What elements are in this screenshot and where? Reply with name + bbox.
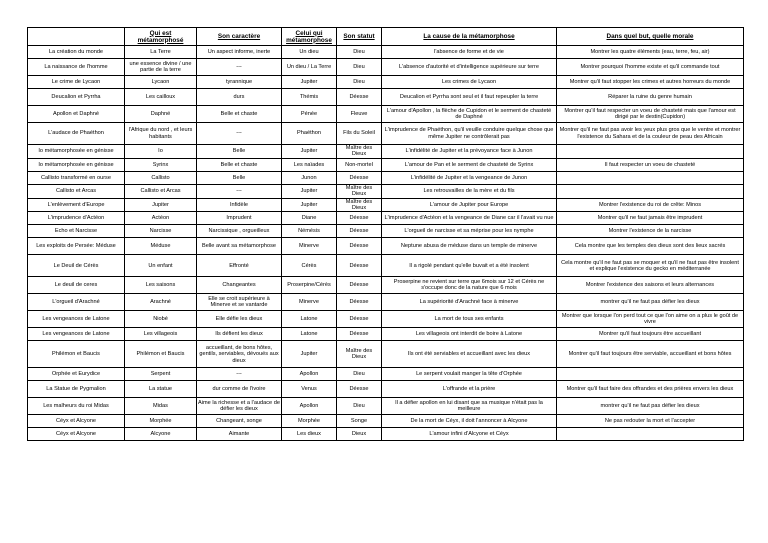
cell-episode: Deucalion et Pyrrha [28,89,125,106]
cell-character: Belle [197,145,282,159]
cell-moral: Montrer les quatre éléments (eau, terre, feu, air) [557,46,744,59]
cell-transformed: Narcisse [125,225,197,238]
cell-moral: Montrer pourquoi l'homme existe et qu'il commande tout [557,59,744,76]
cell-cause: L'infidélité de Jupiter et la vengeance de Junon [382,171,557,184]
cell-character: Infidèle [197,198,282,212]
cell-character: --- [197,184,282,198]
cell-episode: Orphée et Eurydice [28,368,125,381]
table-row [28,238,744,255]
cell-cause: L'imprudence de Phaéthon, qu'il veuille conduire quelque chose que même Jupiter ne contrôlerait pas [382,123,557,145]
cell-transformed: Les cailloux [125,89,197,106]
cell-transformed: La Terre [125,46,197,59]
cell-character: Changeantes [197,277,282,294]
cell-episode: L'audace de Phaéthon [28,123,125,145]
cell-status: Maître des Dieux [337,184,382,198]
header-status: Son statut [337,28,382,46]
cell-cause: Deucalion et Pyrrha sont seul et il faut repeupler la terre [382,89,557,106]
cell-moral: montrer qu'il ne faut pas défier les dieux [557,294,744,311]
cell-cause: l'absence de forme et de vie [382,46,557,59]
cell-cause: Le serpent voulait manger la tête d'Orphée [382,368,557,381]
table-row [28,428,744,441]
cell-episode: Céyx et Alcyone [28,428,125,441]
header-character: Son caractère [197,28,282,46]
table-row [28,381,744,398]
cell-transformed: Actéon [125,212,197,225]
cell-character: tyrannique [197,76,282,89]
cell-transformed: Syrinx [125,158,197,171]
table-row [28,59,744,76]
cell-transformed: Méduse [125,238,197,255]
cell-moral: Montrer qu'il faut stopper les crimes et autres horreurs du monde [557,76,744,89]
cell-cause: L'infidélité de Jupiter et la prévoyance face à Junon [382,145,557,159]
table-row [28,328,744,341]
table-row [28,89,744,106]
cell-status: Déesse [337,311,382,328]
cell-transformer: Minerve [282,294,337,311]
table-body [28,46,744,441]
cell-cause: Il a défier apollon en lui disant que sa musique n'était pas la meilleure [382,398,557,415]
cell-character: Aimante [197,428,282,441]
cell-episode: La Statue de Pygmalion [28,381,125,398]
cell-status: Dieu [337,398,382,415]
cell-transformed: Morphée [125,415,197,428]
cell-cause: L'amour d'Apollon , la flèche de Cupidon et le serment de chasteté de Daphné [382,106,557,123]
cell-status: Maître des Dieux [337,145,382,159]
table-row [28,46,744,59]
cell-transformer: Némésis [282,225,337,238]
cell-character: Narcissique , orgueilleux [197,225,282,238]
cell-character: --- [197,123,282,145]
cell-transformed: Philémon et Baucis [125,341,197,368]
cell-episode: Le Deuil de Cérès [28,255,125,277]
cell-status: Déesse [337,381,382,398]
table-row [28,277,744,294]
cell-episode: Philémon et Baucis [28,341,125,368]
cell-episode: L'imprudence d'Actéon [28,212,125,225]
cell-transformed: Les villageois [125,328,197,341]
cell-transformer: Apollon [282,398,337,415]
cell-episode: Céyx et Alcyone [28,415,125,428]
cell-moral [557,145,744,159]
cell-moral: Cela montre que les temples des dieux sont des lieux sacrés [557,238,744,255]
cell-transformer: Jupiter [282,184,337,198]
cell-cause: Les retrouvailles de la mère et du fils [382,184,557,198]
cell-status: Déesse [337,294,382,311]
table-row [28,225,744,238]
cell-moral: Réparer la ruine du genre humain [557,89,744,106]
cell-character: Changeant, songe [197,415,282,428]
cell-cause: La supériorité d'Arachné face à minerve [382,294,557,311]
cell-moral: Montrer l'existence de la narcisse [557,225,744,238]
cell-character: dur comme de l'ivoire [197,381,282,398]
cell-moral: Il faut respecter un voeu de chasteté [557,158,744,171]
cell-transformed: Serpent [125,368,197,381]
cell-transformer: Latone [282,328,337,341]
cell-transformer: Morphée [282,415,337,428]
cell-status: Déesse [337,238,382,255]
cell-moral: montrer qu'il ne faut pas défier les dieux [557,398,744,415]
cell-status: Fleuve [337,106,382,123]
table-row [28,368,744,381]
header-episode [28,28,125,46]
cell-transformed: Jupiter [125,198,197,212]
cell-transformer: Venus [282,381,337,398]
cell-status: Non-mortel [337,158,382,171]
cell-cause: L'orgueil de narcisse et sa méprise pour les nymphe [382,225,557,238]
cell-episode: Callisto et Arcas [28,184,125,198]
cell-status: Dieu [337,368,382,381]
cell-transformed: une essence divine / une partie de la terre [125,59,197,76]
cell-episode: Les vengeances de Latone [28,311,125,328]
cell-character: durs [197,89,282,106]
cell-character: Belle et chaste [197,106,282,123]
cell-transformed: Arachné [125,294,197,311]
cell-transformed: Lycaon [125,76,197,89]
cell-character: Elle défie les dieux [197,311,282,328]
cell-character: --- [197,59,282,76]
cell-transformer: Apollon [282,368,337,381]
cell-transformer: Jupiter [282,341,337,368]
table-row [28,415,744,428]
header-transformed: Qui est métamorphosé [125,28,197,46]
cell-episode: L'orgueil d'Arachné [28,294,125,311]
cell-cause: La mort de tous ses enfants [382,311,557,328]
cell-moral: Montrer que lorsque l'on perd tout ce que l'on aime on a plus le goût de vivre [557,311,744,328]
table-row [28,171,744,184]
cell-episode: Les vengeances de Latone [28,328,125,341]
table-row [28,341,744,368]
cell-moral: Montrer qu'il faut toujours être accueillant [557,328,744,341]
cell-character: Elle se croit supérieure à Minerve et se vantarde [197,294,282,311]
cell-moral [557,368,744,381]
cell-status: Dieu [337,76,382,89]
cell-character: Belle et chaste [197,158,282,171]
cell-episode: Les exploits de Persée: Méduse [28,238,125,255]
cell-transformed: Io [125,145,197,159]
cell-transformer: Pénée [282,106,337,123]
header-transformer: Celui qui métamorphose [282,28,337,46]
cell-status: Déesse [337,171,382,184]
cell-transformed: Alcyone [125,428,197,441]
cell-cause: L'imprudence d'Actéon et la vengeance de Diane car il l'avait vu nue [382,212,557,225]
cell-moral [557,184,744,198]
cell-transformed: Callisto [125,171,197,184]
cell-status: Maître des Dieux [337,341,382,368]
cell-character: Aime la richesse et a l'audace de défier les dieux [197,398,282,415]
table-row [28,398,744,415]
cell-cause: L'amour infini d'Alcyone et Céyx [382,428,557,441]
cell-transformer: Un dieu / La Terre [282,59,337,76]
cell-character: --- [197,368,282,381]
cell-character: Ils défient les dieux [197,328,282,341]
cell-moral: Ne pas redouter la mort et l'accepter [557,415,744,428]
cell-cause: Il a rigolé pendant qu'elle buvait et a été insolent [382,255,557,277]
cell-moral: Montrer qu'il faut faire des offrandes et des prières envers les dieux [557,381,744,398]
cell-status: Déesse [337,328,382,341]
cell-transformed: Daphné [125,106,197,123]
cell-transformer: Jupiter [282,198,337,212]
cell-transformer: Jupiter [282,76,337,89]
cell-transformer: Cérès [282,255,337,277]
cell-status: Fils du Soleil [337,123,382,145]
cell-status: Dieux [337,428,382,441]
cell-moral [557,428,744,441]
cell-moral: Montrer qu'il ne faut pas avoir les yeux plus gros que le ventre et montrer l'existence du Sahara et de la couleur de peau des Africain [557,123,744,145]
header-cause: La cause de la métamorphose [382,28,557,46]
cell-moral: Montrer l'existence du roi de crête: Minos [557,198,744,212]
cell-cause: L'amour de Jupiter pour Europe [382,198,557,212]
cell-cause: L'offrande et la prière [382,381,557,398]
cell-moral: Montrer qu'il faut respecter un voeu de chasteté mais que l'amour est dirigé par le destin(Cupidon) [557,106,744,123]
cell-transformer: Minerve [282,238,337,255]
cell-character: Belle avant sa métamorphose [197,238,282,255]
table-row [28,198,744,212]
cell-transformer: Les naïades [282,158,337,171]
cell-transformed: Midas [125,398,197,415]
table-row [28,76,744,89]
cell-episode: Io métamorphosée en génisse [28,158,125,171]
cell-transformer: Les dieux [282,428,337,441]
cell-cause: L'amour de Pan et le serment de chasteté de Syrinx [382,158,557,171]
cell-episode: Echo et Narcisse [28,225,125,238]
cell-moral: Montrer qu'il faut toujours être serviable, accueillant et bons hôtes [557,341,744,368]
table-row [28,123,744,145]
cell-status: Déesse [337,89,382,106]
cell-transformed: Niobé [125,311,197,328]
cell-episode: La naissance de l'homme [28,59,125,76]
table-row [28,184,744,198]
cell-moral: Montrer l'existence des saisons et leurs alternances [557,277,744,294]
table-row [28,106,744,123]
cell-transformer: Jupiter [282,145,337,159]
table-row [28,255,744,277]
cell-status: Songe [337,415,382,428]
cell-transformer: Proserpine/Cérès [282,277,337,294]
table-row [28,145,744,159]
cell-cause: Neptune abusa de méduse dans un temple de minerve [382,238,557,255]
cell-moral: Cela montre qu'il ne faut pas se moquer et qu'il ne faut pas être insolent et explique l'existence du gecko en méditerranée [557,255,744,277]
cell-cause: Proserpine ne revient sur terre que 6mois sur 12 et Cérès ne s'occupe donc de la nature que 6 mois [382,277,557,294]
cell-transformed: Un enfant [125,255,197,277]
cell-cause: Les villageois ont interdit de boire à Latone [382,328,557,341]
cell-cause: Les crimes de Lycaon [382,76,557,89]
cell-status: Dieu [337,59,382,76]
cell-moral [557,171,744,184]
metamorphoses-table-wrapper [27,27,743,441]
cell-transformer: Latone [282,311,337,328]
cell-cause: L'absence d'autorité et d'intelligence supérieure sur terre [382,59,557,76]
table-row [28,294,744,311]
cell-status: Déesse [337,225,382,238]
cell-episode: Le crime de Lycaon [28,76,125,89]
cell-character: Effronté [197,255,282,277]
cell-episode: Les malheurs du roi Midas [28,398,125,415]
cell-transformer: Phaéthon [282,123,337,145]
table-row [28,311,744,328]
cell-status: Déesse [337,255,382,277]
table-row [28,158,744,171]
cell-episode: Apollon et Daphné [28,106,125,123]
cell-episode: Io métamorphosée en génisse [28,145,125,159]
cell-status: Maître des Dieux [337,198,382,212]
cell-episode: Callisto transformé en ourse [28,171,125,184]
cell-episode: L'enlèvement d'Europe [28,198,125,212]
cell-character: accueillant, de bons hôtes, gentils, serviables, dévoués aux dieux [197,341,282,368]
cell-cause: De la mort de Céyx, il doit l'annoncer à Alcyone [382,415,557,428]
cell-transformer: Junon [282,171,337,184]
cell-status: Déesse [337,277,382,294]
cell-transformed: l'Afrique du nord , et leurs habitants [125,123,197,145]
cell-status: Déesse [337,212,382,225]
cell-character: Imprudent [197,212,282,225]
cell-cause: Ils ont été serviables et accueillant avec les dieux [382,341,557,368]
cell-transformed: La statue [125,381,197,398]
metamorphoses-table [27,27,744,441]
cell-episode: Le deuil de ceres [28,277,125,294]
cell-status: Dieu [337,46,382,59]
cell-character: Belle [197,171,282,184]
cell-transformed: Callisto et Arcas [125,184,197,198]
cell-transformed: Les saisons [125,277,197,294]
table-row [28,212,744,225]
header-row [28,28,744,46]
cell-episode: La création du monde [28,46,125,59]
cell-character: Un aspect informe, inerte [197,46,282,59]
cell-transformer: Thémis [282,89,337,106]
header-moral: Dans quel but, quelle morale [557,28,744,46]
cell-moral: Montrer qu'il ne faut jamais être imprudent [557,212,744,225]
cell-transformer: Diane [282,212,337,225]
cell-transformer: Un dieu [282,46,337,59]
